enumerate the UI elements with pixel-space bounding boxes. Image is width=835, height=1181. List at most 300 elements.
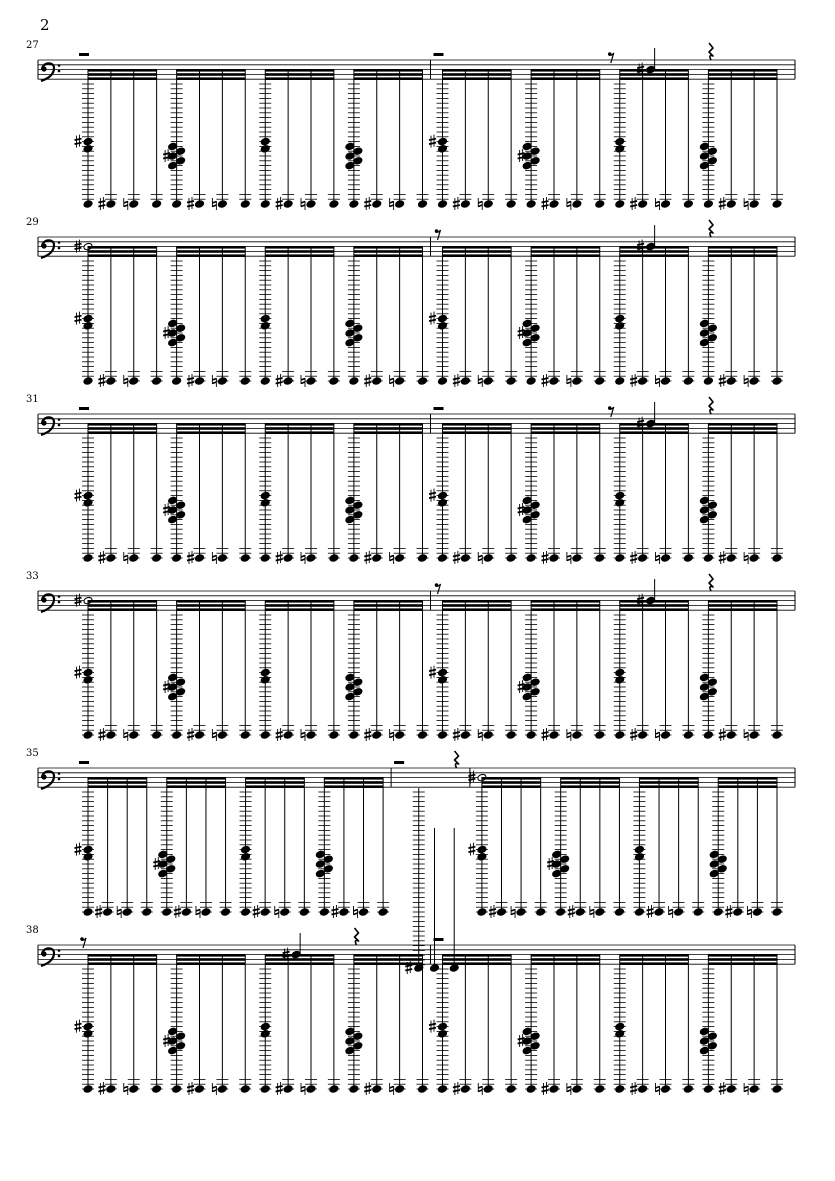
notehead <box>395 200 405 209</box>
natural-sign <box>656 198 660 210</box>
notehead <box>699 1027 709 1036</box>
sharp-sign <box>75 1020 82 1033</box>
measure <box>429 574 783 741</box>
beam <box>531 954 600 957</box>
notehead <box>195 554 205 563</box>
notehead <box>349 731 359 740</box>
sixteenth-note-group <box>259 246 340 387</box>
half-rest <box>79 761 89 764</box>
notehead <box>595 1085 605 1094</box>
sixteenth-note-group <box>240 777 311 918</box>
beam <box>354 77 423 80</box>
beam <box>324 785 383 788</box>
sharp-sign <box>98 197 105 210</box>
notehead <box>260 499 270 508</box>
beam <box>177 431 246 434</box>
bass-clef <box>41 948 60 966</box>
sixteenth-note-group <box>345 954 429 1095</box>
sixteenth-note-group <box>75 246 163 387</box>
beam <box>482 781 541 784</box>
quarter-rest <box>455 751 459 768</box>
notehead <box>418 1085 428 1094</box>
notehead <box>217 200 227 209</box>
sharp-sign <box>429 489 436 502</box>
notehead <box>438 314 448 323</box>
beam <box>88 781 147 784</box>
notehead <box>717 855 727 864</box>
notehead <box>315 850 325 859</box>
beam <box>265 962 334 965</box>
notehead <box>345 683 355 692</box>
natural-sign <box>656 729 660 741</box>
sixteenth-note-group <box>429 246 517 387</box>
notehead <box>319 908 329 917</box>
notehead <box>483 377 493 386</box>
natural-sign <box>124 552 128 564</box>
beam <box>531 423 600 426</box>
notehead <box>83 731 93 740</box>
sharp-sign <box>468 843 475 856</box>
beam <box>265 254 334 257</box>
beam <box>177 423 246 426</box>
notehead <box>615 1085 625 1094</box>
natural-sign <box>301 1083 305 1095</box>
notehead <box>699 496 709 505</box>
notehead <box>699 338 709 347</box>
notehead <box>345 161 355 170</box>
sharp-sign <box>331 905 338 918</box>
notehead <box>707 334 717 343</box>
sharp-sign <box>364 374 371 387</box>
notehead <box>122 908 132 917</box>
notehead <box>699 142 709 151</box>
sharp-sign <box>364 728 371 741</box>
measure-number: 29 <box>26 217 39 228</box>
sharp-sign <box>429 312 436 325</box>
half-rest <box>79 407 89 410</box>
notehead <box>638 554 648 563</box>
notehead <box>595 908 605 917</box>
notehead <box>260 491 270 500</box>
notehead <box>460 731 470 740</box>
notehead <box>181 908 191 917</box>
notehead <box>726 731 736 740</box>
notehead <box>530 324 540 333</box>
sharp-sign <box>453 197 460 210</box>
notehead <box>703 200 713 209</box>
notehead <box>638 731 648 740</box>
page-number: 2 <box>40 16 50 34</box>
beam <box>531 73 600 76</box>
notehead <box>395 1085 405 1094</box>
notehead <box>683 731 693 740</box>
natural-sign <box>656 1083 660 1095</box>
beam <box>620 608 689 611</box>
notehead <box>506 200 516 209</box>
notehead <box>83 554 93 563</box>
beam <box>354 73 423 76</box>
notehead <box>349 554 359 563</box>
notehead <box>152 731 162 740</box>
notehead <box>329 1085 339 1094</box>
beam <box>531 431 600 434</box>
notehead <box>418 731 428 740</box>
notehead <box>646 65 656 74</box>
beam <box>482 777 541 780</box>
natural-sign <box>567 198 571 210</box>
notehead <box>83 845 93 854</box>
notehead <box>176 688 186 697</box>
notehead <box>395 731 405 740</box>
notehead <box>699 683 709 692</box>
sharp-sign <box>719 374 726 387</box>
beam <box>177 73 246 76</box>
natural-sign <box>275 906 279 918</box>
notehead <box>260 1030 270 1039</box>
notehead <box>707 147 717 156</box>
notehead <box>306 377 316 386</box>
notehead <box>106 554 116 563</box>
notehead <box>438 137 448 146</box>
notehead <box>372 200 382 209</box>
notehead <box>615 554 625 563</box>
beam <box>88 69 157 72</box>
natural-sign <box>301 375 305 387</box>
beam <box>177 246 246 249</box>
sixteenth-note-group <box>699 69 783 210</box>
sharp-sign <box>95 905 102 918</box>
beam <box>708 600 777 603</box>
sixteenth-note-group <box>345 69 429 210</box>
notehead <box>703 1085 713 1094</box>
natural-sign <box>354 906 358 918</box>
sharp-sign <box>75 135 82 148</box>
notehead <box>438 1085 448 1094</box>
notehead <box>83 668 93 677</box>
notehead <box>522 161 532 170</box>
beam <box>443 600 512 603</box>
notehead <box>483 200 493 209</box>
beam <box>531 958 600 961</box>
beam <box>354 604 423 607</box>
sharp-sign <box>542 551 549 564</box>
notehead <box>615 137 625 146</box>
notehead <box>345 506 355 515</box>
notehead <box>280 908 290 917</box>
notehead <box>306 731 316 740</box>
staff-system <box>26 394 795 564</box>
beam <box>443 604 512 607</box>
sixteenth-note-group <box>547 777 625 918</box>
notehead <box>615 1022 625 1031</box>
natural-sign <box>511 906 515 918</box>
notehead <box>418 554 428 563</box>
notehead <box>506 554 516 563</box>
measure <box>429 938 783 1095</box>
measure <box>75 53 429 210</box>
sixteenth-note-group <box>518 423 606 564</box>
notehead <box>217 731 227 740</box>
notehead <box>638 1085 648 1094</box>
notehead <box>530 688 540 697</box>
notehead <box>195 1085 205 1094</box>
beam <box>620 250 689 253</box>
notehead <box>709 860 719 869</box>
notehead <box>345 152 355 161</box>
beam <box>246 777 305 780</box>
notehead <box>683 1085 693 1094</box>
notehead <box>299 908 309 917</box>
sixteenth-note-group <box>699 600 783 741</box>
notehead <box>83 200 93 209</box>
sixteenth-note-group <box>345 423 429 564</box>
beam <box>265 608 334 611</box>
measure-number: 35 <box>26 748 39 759</box>
notehead <box>477 853 487 862</box>
sharp-sign <box>98 374 105 387</box>
notehead <box>283 200 293 209</box>
eighth-rest <box>435 229 441 240</box>
notehead <box>152 554 162 563</box>
notehead <box>283 554 293 563</box>
notehead <box>772 200 782 209</box>
notehead <box>703 731 713 740</box>
notehead <box>345 1027 355 1036</box>
sixteenth-note-group <box>518 246 606 387</box>
notehead <box>674 908 684 917</box>
beam <box>88 246 157 249</box>
beam <box>482 785 541 788</box>
notehead <box>699 673 709 682</box>
notehead <box>323 855 333 864</box>
notehead <box>158 869 168 878</box>
notehead <box>168 319 178 328</box>
sharp-sign <box>542 728 549 741</box>
notehead <box>176 678 186 687</box>
notehead <box>283 377 293 386</box>
notehead <box>615 668 625 677</box>
notehead <box>345 319 355 328</box>
notehead <box>536 908 546 917</box>
natural-sign <box>212 1083 216 1095</box>
notehead <box>522 692 532 701</box>
notehead <box>595 377 605 386</box>
notehead <box>168 692 178 701</box>
sharp-sign <box>253 905 260 918</box>
sharp-sign <box>719 197 726 210</box>
sharp-sign <box>719 1082 726 1095</box>
beam <box>531 69 600 72</box>
notehead <box>749 200 759 209</box>
notehead <box>83 1030 93 1039</box>
notehead <box>395 377 405 386</box>
beam <box>718 777 777 780</box>
beam <box>443 69 512 72</box>
notehead <box>430 964 440 973</box>
notehead <box>372 731 382 740</box>
sharp-sign <box>453 728 460 741</box>
notehead <box>168 1046 178 1055</box>
notehead <box>306 554 316 563</box>
sixteenth-note-group <box>163 246 251 387</box>
notehead <box>129 1085 139 1094</box>
natural-sign <box>567 1083 571 1095</box>
notehead <box>306 200 316 209</box>
beam <box>620 431 689 434</box>
notehead <box>530 1032 540 1041</box>
notehead <box>699 319 709 328</box>
notehead <box>460 1085 470 1094</box>
beam <box>177 604 246 607</box>
notehead <box>713 908 723 917</box>
notehead <box>772 908 782 917</box>
notehead <box>438 554 448 563</box>
beam <box>167 785 226 788</box>
sharp-sign <box>429 135 436 148</box>
natural-sign <box>196 906 200 918</box>
natural-sign <box>747 906 751 918</box>
natural-sign <box>390 729 394 741</box>
notehead <box>506 1085 516 1094</box>
beam <box>620 77 689 80</box>
notehead <box>172 1085 182 1094</box>
notehead <box>195 200 205 209</box>
notehead <box>530 147 540 156</box>
notehead <box>438 1030 448 1039</box>
notehead <box>522 1027 532 1036</box>
sixteenth-note-group <box>345 246 429 387</box>
notehead <box>315 869 325 878</box>
beam <box>167 777 226 780</box>
beam <box>88 785 147 788</box>
beam <box>354 423 423 426</box>
beam <box>354 954 423 957</box>
notehead <box>661 554 671 563</box>
beam <box>443 608 512 611</box>
natural-sign <box>567 375 571 387</box>
notehead <box>353 334 363 343</box>
systems <box>26 40 795 1095</box>
beam <box>531 600 600 603</box>
sharp-sign <box>98 1082 105 1095</box>
measure <box>75 240 429 387</box>
notehead <box>693 908 703 917</box>
staff-system <box>26 748 795 974</box>
beam <box>718 781 777 784</box>
notehead <box>260 322 270 331</box>
notehead <box>595 554 605 563</box>
notehead <box>552 850 562 859</box>
notehead <box>378 908 388 917</box>
notehead <box>345 1046 355 1055</box>
notehead <box>172 377 182 386</box>
notehead <box>726 554 736 563</box>
beam <box>708 73 777 76</box>
notehead <box>83 314 93 323</box>
notehead <box>646 242 656 251</box>
sixteenth-note-group <box>429 954 517 1095</box>
sharp-sign <box>187 728 194 741</box>
notehead <box>726 200 736 209</box>
notehead <box>158 850 168 859</box>
beam <box>167 781 226 784</box>
bass-clef <box>41 771 60 789</box>
notehead <box>638 200 648 209</box>
notehead <box>168 142 178 151</box>
notehead <box>176 157 186 166</box>
notehead <box>483 554 493 563</box>
sixteenth-note-group <box>614 48 695 210</box>
notehead <box>772 377 782 386</box>
notehead <box>522 496 532 505</box>
measure <box>75 761 390 918</box>
notehead <box>83 145 93 154</box>
notehead <box>483 1085 493 1094</box>
sharp-sign <box>453 1082 460 1095</box>
sixteenth-note-group <box>429 423 517 564</box>
notehead <box>129 377 139 386</box>
half-rest <box>434 938 444 941</box>
notehead <box>661 731 671 740</box>
notehead <box>176 501 186 510</box>
sharp-sign <box>453 551 460 564</box>
sharp-sign <box>276 551 283 564</box>
natural-sign <box>212 729 216 741</box>
notehead <box>549 1085 559 1094</box>
notehead <box>172 731 182 740</box>
natural-sign <box>301 198 305 210</box>
sharp-sign <box>630 197 637 210</box>
sixteenth-note-group <box>259 69 340 210</box>
beam <box>639 781 698 784</box>
beam <box>246 781 305 784</box>
beam <box>620 958 689 961</box>
beam <box>443 962 512 965</box>
beam <box>265 431 334 434</box>
notehead <box>438 668 448 677</box>
beam <box>354 431 423 434</box>
sharp-sign <box>429 1020 436 1033</box>
sixteenth-note-group <box>75 600 163 741</box>
notehead <box>241 853 251 862</box>
beam <box>354 250 423 253</box>
notehead <box>221 908 231 917</box>
notehead <box>549 554 559 563</box>
beam <box>88 254 157 257</box>
notehead <box>106 200 116 209</box>
measure <box>75 594 429 741</box>
notehead <box>752 908 762 917</box>
beam <box>177 69 246 72</box>
staff-system <box>26 925 795 1095</box>
notehead <box>615 145 625 154</box>
beam <box>561 785 620 788</box>
notehead <box>162 908 172 917</box>
natural-sign <box>301 552 305 564</box>
notehead <box>323 865 333 874</box>
sharp-sign <box>187 197 194 210</box>
notehead <box>707 511 717 520</box>
notehead <box>438 499 448 508</box>
notehead <box>549 377 559 386</box>
beam <box>354 254 423 257</box>
notehead <box>634 845 644 854</box>
natural-sign <box>212 552 216 564</box>
notehead <box>291 950 301 959</box>
notehead <box>749 554 759 563</box>
notehead <box>615 200 625 209</box>
notehead <box>699 329 709 338</box>
